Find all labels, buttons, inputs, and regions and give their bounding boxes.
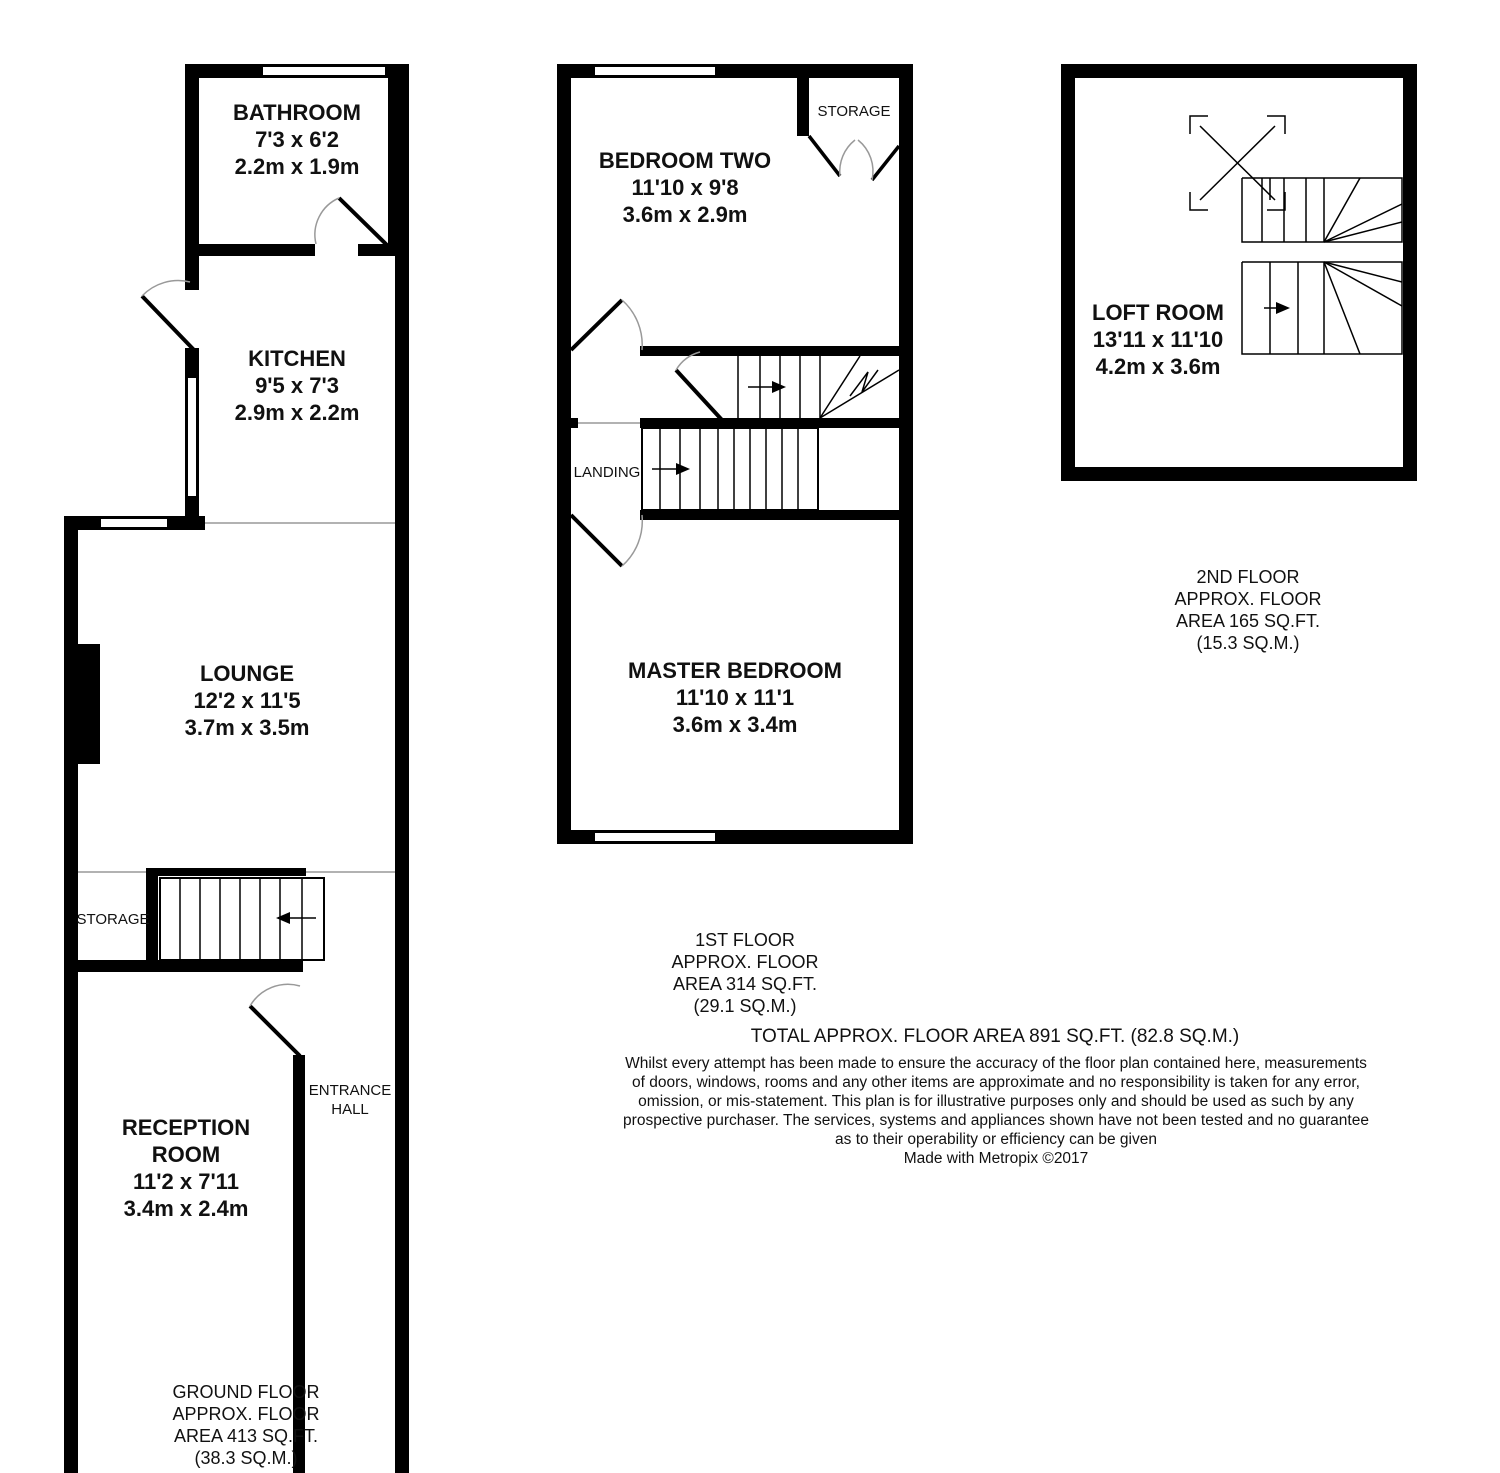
ground-floor-windows (100, 66, 386, 1473)
bathroom-dim-metric: 2.2m x 1.9m (234, 154, 360, 179)
ground-floor-staircase (160, 878, 324, 960)
disclaimer-text (560, 1054, 1432, 1168)
second-floor-area-line: (15.3 SQ.M.) (1196, 633, 1300, 653)
landing-label: LANDING (573, 464, 641, 481)
disclaimer-line: prospective purchaser. The services, systems and appliances shown have not been tested and no guarantee (623, 1112, 1369, 1129)
bathroom-name: BATHROOM (233, 100, 361, 125)
reception-dim-imperial: 11'2 x 7'11 (133, 1169, 239, 1194)
reception-name-line1: RECEPTION (121, 1115, 251, 1140)
loft-room-dim-imperial: 13'11 x 11'10 (1092, 327, 1224, 352)
ground-floor-area-line: GROUND FLOOR (172, 1382, 320, 1402)
ground-floor-area-line: AREA 413 SQ.FT. (173, 1426, 319, 1446)
disclaimer-line: Whilst every attempt has been made to ensure the accuracy of the floor plan contained here, measurements (625, 1055, 1367, 1072)
ground-storage-label: STORAGE (76, 911, 150, 928)
metropix-credit: Made with Metropix ©2017 (903, 1150, 1089, 1167)
kitchen-name: KITCHEN (248, 346, 346, 371)
first-floor-area-line: APPROX. FLOOR (671, 952, 819, 972)
first-floor-plan (557, 64, 913, 844)
bedroom-two-dim-metric: 3.6m x 2.9m (622, 202, 748, 227)
kitchen-dim-imperial: 9'5 x 7'3 (255, 373, 339, 398)
master-bedroom-dim-imperial: 11'10 x 11'1 (675, 685, 795, 710)
first-floor-area-line: (29.1 SQ.M.) (693, 996, 797, 1016)
first-floor-storage-doors (809, 136, 899, 180)
second-floor-area-line: 2ND FLOOR (1196, 567, 1300, 587)
disclaimer-line: as to their operability or efficiency can be given (835, 1131, 1157, 1148)
bedroom-two-dim-imperial: 11'10 x 9'8 (631, 175, 739, 200)
master-bedroom-dim-metric: 3.6m x 3.4m (672, 712, 798, 737)
entrance-hall-label-line2: HALL (331, 1101, 369, 1118)
first-floor-area-caption (645, 929, 845, 1017)
reception-dim-metric: 3.4m x 2.4m (123, 1196, 249, 1221)
ground-floor-walls (64, 64, 409, 1473)
disclaimer-line: of doors, windows, rooms and any other items are approximate and no responsibility is taken for any error, (631, 1074, 1360, 1091)
ground-floor-area-caption (146, 1381, 346, 1469)
second-floor-area-caption (1148, 566, 1348, 654)
first-floor-area-line: AREA 314 SQ.FT. (672, 974, 818, 994)
loft-stair-arrow (1276, 302, 1290, 314)
bedroom-two-name: BEDROOM TWO (598, 148, 772, 173)
entrance-hall-label-line1: ENTRANCE (308, 1082, 392, 1099)
storage-door-swings (840, 140, 873, 180)
first-floor-area-line: 1ST FLOOR (695, 930, 795, 950)
lounge-dim-metric: 3.7m x 3.5m (184, 715, 310, 740)
ground-floor-area-line: (38.3 SQ.M.) (194, 1448, 298, 1468)
storage-upstairs-label: STORAGE (817, 103, 891, 120)
second-floor-area-line: AREA 165 SQ.FT. (1175, 611, 1321, 631)
upper-stair-arrow (772, 381, 786, 393)
master-bedroom-name: MASTER BEDROOM (628, 658, 842, 683)
lounge-dim-imperial: 12'2 x 11'5 (193, 688, 301, 713)
first-floor-lower-staircase (642, 428, 818, 510)
second-floor-area-line: APPROX. FLOOR (1174, 589, 1322, 609)
ground-floor-area-line: APPROX. FLOOR (172, 1404, 320, 1424)
loft-staircase (1242, 178, 1402, 354)
lounge-name: LOUNGE (199, 661, 295, 686)
first-floor-upper-staircase (738, 356, 899, 418)
reception-name-line2: ROOM (151, 1142, 221, 1167)
total-floor-area: TOTAL APPROX. FLOOR AREA 891 SQ.FT. (82.8 SQ.M.) (750, 1026, 1240, 1047)
loft-room-dim-metric: 4.2m x 3.6m (1095, 354, 1221, 379)
disclaimer-line: omission, or mis-statement. This plan is for illustrative purposes only and should be used as such by any (638, 1093, 1354, 1110)
loft-room-name: LOFT ROOM (1092, 300, 1224, 325)
bathroom-dim-imperial: 7'3 x 6'2 (255, 127, 339, 152)
second-floor-plan (1061, 64, 1417, 481)
kitchen-dim-metric: 2.9m x 2.2m (234, 400, 360, 425)
ground-floor-plan (64, 64, 409, 1473)
